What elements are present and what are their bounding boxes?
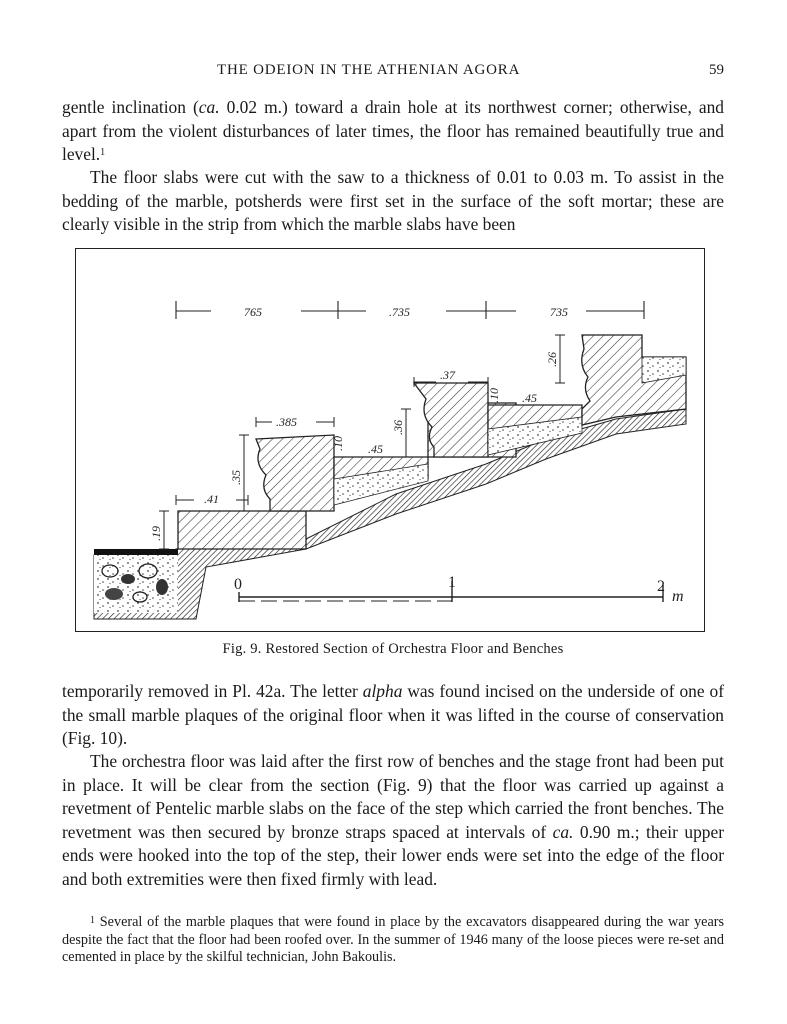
dim-top-1: 765: [244, 305, 262, 319]
page-number: 59: [709, 62, 724, 78]
figure-section-drawing: [75, 248, 705, 632]
text-run-italic: ca.: [198, 97, 220, 117]
text-run: 0.90 m.; their upper ends were hooked into the top of the step, their lower ends were set into the edge of the floor and both extremities were then fixed firmly with lead.: [62, 821, 724, 889]
text-run: The orchestra floor was laid after the first row of benches and the stage front had been put in place. It will be clear from the section (Fig. 9) that the floor was carried up against a revetment of Pentelic marble slabs on the face of the step which carried the front benches. The revetment was then secured by bronze straps spaced at intervals of: [62, 751, 724, 842]
scale-label-0: 0: [234, 576, 242, 593]
bench-step-1: [178, 511, 306, 549]
dim-thick-10-a: .10: [331, 436, 345, 451]
footnote-ref[interactable]: 1: [100, 147, 106, 159]
dim-thick-10-b: .10: [487, 388, 501, 403]
text-run-italic: ca.: [552, 821, 574, 842]
dim-height-19: .19: [149, 526, 163, 541]
bench-1: [256, 435, 334, 511]
dim-width-385: .385: [276, 415, 297, 429]
dim-height-36: .36: [391, 420, 405, 435]
footnote-text: Several of the marble plaques that were found in place by the excavators disappeared during the war years despite the fact that the floor had been roofed over. In the summer of 1946 many of the loose pieces were re-set and cemented in place by the skilful technician, John Bakoulis.: [62, 914, 724, 965]
footnote: [62, 914, 724, 967]
text-run: temporarily removed in Pl. 42a. The letter: [62, 681, 363, 701]
page-header: [62, 60, 724, 84]
text-run: gentle inclination (: [62, 97, 199, 117]
scale-label-2: 2: [657, 578, 665, 595]
dim-tread-45-b: .45: [522, 391, 537, 405]
footnote-number: 1: [90, 915, 95, 926]
left-floor-slab: [94, 549, 178, 555]
text-run: 0.02 m.) toward a drain hole at its northwest corner; otherwise, and apart from the violent disturbances of later times, the floor has remained beautifully true and level.: [62, 97, 724, 165]
dim-top-2: .735: [389, 305, 410, 319]
dim-width-41: .41: [204, 492, 219, 506]
dim-height-26: .26: [545, 352, 559, 367]
dim-width-37: .37: [440, 368, 455, 382]
rubble-fill-left: [94, 555, 178, 613]
paragraph-2: The floor slabs were cut with the saw to a thickness of 0.01 to 0.03 m. To assist in the bedding of the marble, potsherds were first set in the surface of the soft mortar; these are clearly visible in the strip from which the marble slabs have been: [62, 167, 724, 235]
scale-label-1: 1: [448, 574, 456, 591]
dim-tread-45-a: .45: [368, 442, 383, 456]
text-run: was found incised on the underside of one of the small marble plaques of the original floor when it was lifted in the course of conservation (Fig. 10).: [62, 681, 724, 749]
paragraph-4: [62, 750, 724, 892]
dim-top-3: 735: [550, 305, 568, 319]
running-title: THE ODEION IN THE ATHENIAN AGORA: [217, 62, 521, 78]
text-run-italic: alpha: [362, 681, 403, 701]
bench-2: [414, 383, 488, 457]
paragraph-3: [62, 680, 724, 751]
paragraph-1: [62, 96, 724, 167]
dim-height-35: .35: [229, 470, 243, 485]
figure-caption: Fig. 9. Restored Section of Orchestra Floor and Benches: [222, 641, 564, 657]
scale-unit: m: [672, 588, 684, 605]
